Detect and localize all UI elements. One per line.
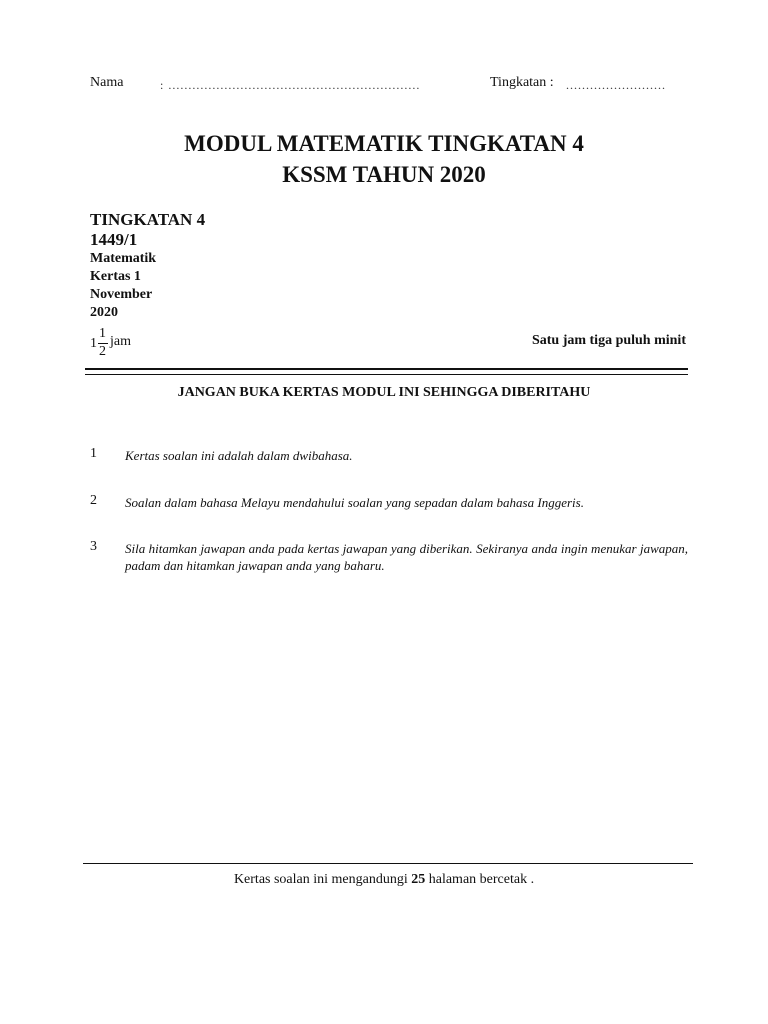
instruction-text: Sila hitamkan jawapan anda pada kertas jawapan yang diberikan. Sekiranya anda ingin menukar jawapan, padam dan hitamkan jawapan anda yang baharu. <box>125 541 688 573</box>
instruction-text: Kertas soalan ini adalah dalam dwibahasa. <box>125 448 353 463</box>
duration-unit: jam <box>110 334 131 349</box>
divider-top <box>85 368 688 370</box>
paper-code: 1449/1 <box>90 230 138 249</box>
subject-name: Matematik <box>90 251 157 266</box>
divider-bottom <box>85 374 688 375</box>
instruction-number: 3 <box>90 539 97 554</box>
exam-year: 2020 <box>90 305 118 320</box>
instruction-number: 2 <box>90 493 97 508</box>
module-title: MODUL MATEMATIK TINGKATAN 4 <box>184 131 584 156</box>
footer-page-count <box>0 872 768 888</box>
form-level: TINGKATAN 4 <box>90 210 206 229</box>
duration-whole: 1 <box>90 336 97 351</box>
nama-label: Nama <box>90 75 124 90</box>
duration-denominator: 2 <box>99 344 106 359</box>
nama-field[interactable]: : ............................................................... <box>160 78 421 92</box>
instruction-text: Soalan dalam bahasa Melayu mendahului soalan yang sepadan dalam bahasa Inggeris. <box>125 495 584 510</box>
duration-words: Satu jam tiga puluh minit <box>531 333 686 348</box>
footer-text-before: Kertas soalan ini mengandungi <box>233 872 412 887</box>
footer-text-after: halaman bercetak . <box>425 872 535 887</box>
tingkatan-label: Tingkatan : <box>490 75 554 90</box>
paper-number: Kertas 1 <box>90 269 141 284</box>
module-subtitle: KSSM TAHUN 2020 <box>282 162 486 187</box>
exam-month: November <box>90 287 153 302</box>
duration-numerator: 1 <box>99 326 106 341</box>
footer-divider <box>83 863 693 864</box>
instruction-number: 1 <box>90 446 97 461</box>
tingkatan-field[interactable]: ......................... <box>566 78 666 92</box>
page-count: 25 <box>411 872 426 887</box>
warning-notice: JANGAN BUKA KERTAS MODUL INI SEHINGGA DIBERITAHU <box>177 385 591 400</box>
